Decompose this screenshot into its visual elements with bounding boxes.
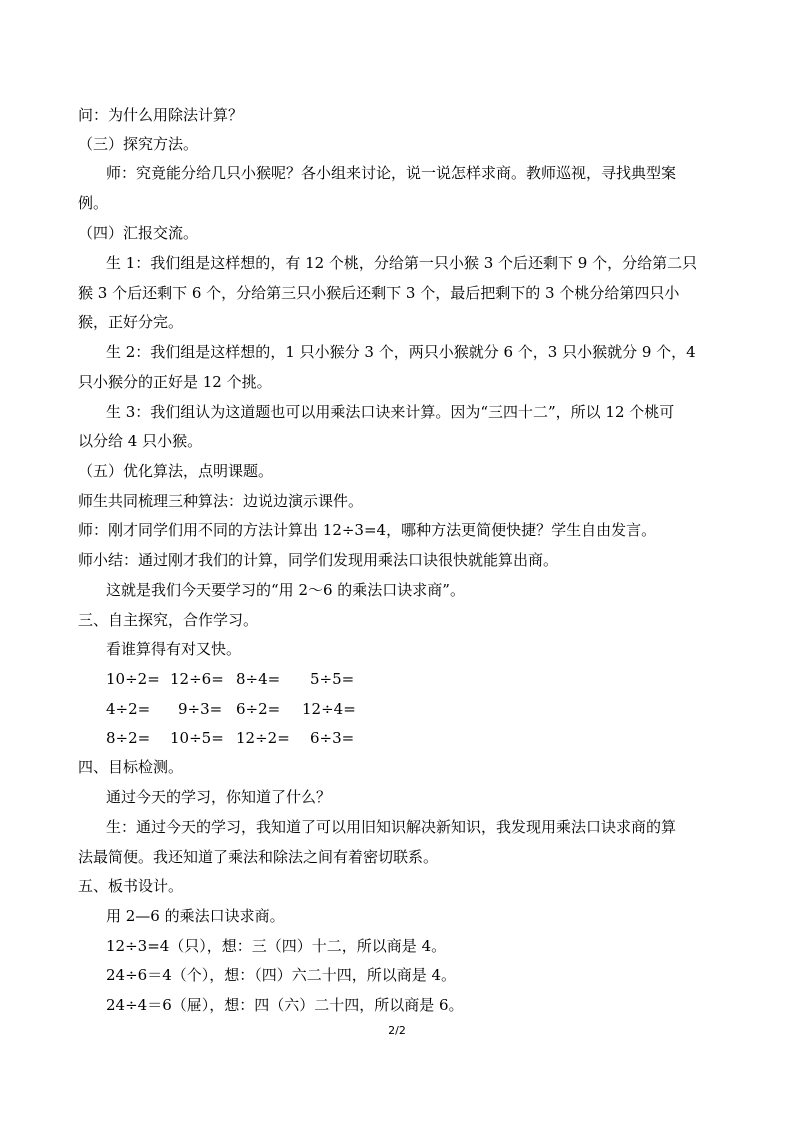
- section-heading-optimize: （五）优化算法，点明课题。: [78, 462, 274, 480]
- teacher-prompt-line-2: 例。: [78, 194, 109, 212]
- board-line-3: 24÷4＝6（屉），想：四（六）二十四，所以商是 6。: [106, 996, 464, 1014]
- exercise-item: 10÷2=: [106, 670, 160, 688]
- question-line: 问：为什么用除法计算？: [78, 106, 244, 124]
- exercise-item: 12÷4=: [302, 700, 356, 718]
- student1-line-2: 猴 3 个后还剩下 6 个，分给第三只小猴后还剩下 3 个，最后把剩下的 3 个桃分给第四只小: [78, 284, 680, 302]
- student-answer-line-1: 生：通过今天的学习，我知道了可以用旧知识解决新知识，我发现用乘法口诀求商的算: [106, 818, 677, 836]
- page-number: 2/2: [388, 1024, 406, 1037]
- board-title-line: 用 2—6 的乘法口诀求商。: [106, 907, 285, 925]
- student1-line-3: 猴，正好分完。: [78, 313, 184, 331]
- teacher-question-line: 师：刚才同学们用不同的方法计算出 12÷3=4，哪种方法更简便快捷？学生自由发言。: [78, 521, 657, 539]
- exercise-item: 8÷4=: [236, 670, 281, 688]
- exercise-row: [0, 669, 794, 689]
- exercise-row: [0, 728, 794, 748]
- lesson-topic-line: 这就是我们今天要学习的“用 2～6 的乘法口诀求商”。: [106, 581, 465, 599]
- student2-line-1: 生 2：我们组是这样想的，1 只小猴分 3 个，两只小猴就分 6 个，3 只小猴就分 9 个，4: [106, 343, 696, 361]
- section-heading-self-explore: 三、自主探究，合作学习。: [78, 611, 259, 629]
- exercise-item: 10÷5=: [170, 729, 224, 747]
- exercise-item: 6÷2=: [236, 700, 281, 718]
- exercise-item: 5÷5=: [310, 670, 355, 688]
- student3-line-1: 生 3：我们组认为这道题也可以用乘法口诀来计算。因为“三四十二”，所以 12 个桃可: [106, 403, 675, 421]
- check-question-line: 通过今天的学习，你知道了什么？: [106, 788, 332, 806]
- exercise-item: 6÷3=: [310, 729, 355, 747]
- board-line-1: 12÷3=4（只），想：三（四）十二，所以商是 4。: [106, 937, 447, 955]
- exercise-row: [0, 699, 794, 719]
- student1-line-1: 生 1：我们组是这样想的，有 12 个桃，分给第一只小猴 3 个后还剩下 9 个，分给第二只: [106, 254, 698, 272]
- exercise-item: 12÷2=: [236, 729, 290, 747]
- exercise-intro-line: 看谁算得有对又快。: [106, 640, 242, 658]
- exercise-item: 12÷6=: [170, 670, 224, 688]
- section-heading-target-check: 四、目标检测。: [78, 758, 184, 776]
- student2-line-2: 只小猴分的正好是 12 个挑。: [78, 373, 272, 391]
- student3-line-2: 以分给 4 只小猴。: [78, 432, 203, 450]
- teacher-summary-line: 师小结：通过刚才我们的计算，同学们发现用乘法口诀很快就能算出商。: [78, 551, 559, 569]
- section-heading-report-exchange: （四）汇报交流。: [78, 224, 199, 242]
- board-line-2: 24÷6＝4（个），想：（四）六二十四，所以商是 4。: [106, 966, 457, 984]
- section-heading-explore-method: （三）探究方法。: [78, 135, 199, 153]
- exercise-item: 9÷3=: [178, 700, 223, 718]
- review-line: 师生共同梳理三种算法：边说边演示课件。: [78, 492, 364, 510]
- exercise-item: 4÷2=: [106, 700, 151, 718]
- section-heading-board-design: 五、板书设计。: [78, 877, 184, 895]
- student-answer-line-2: 法最简便。我还知道了乘法和除法之间有着密切联系。: [78, 848, 439, 866]
- teacher-prompt-line-1: 师：究竟能分给几只小猴呢？各小组来讨论，说一说怎样求商。教师巡视，寻找典型案: [106, 164, 677, 182]
- exercise-item: 8÷2=: [106, 729, 151, 747]
